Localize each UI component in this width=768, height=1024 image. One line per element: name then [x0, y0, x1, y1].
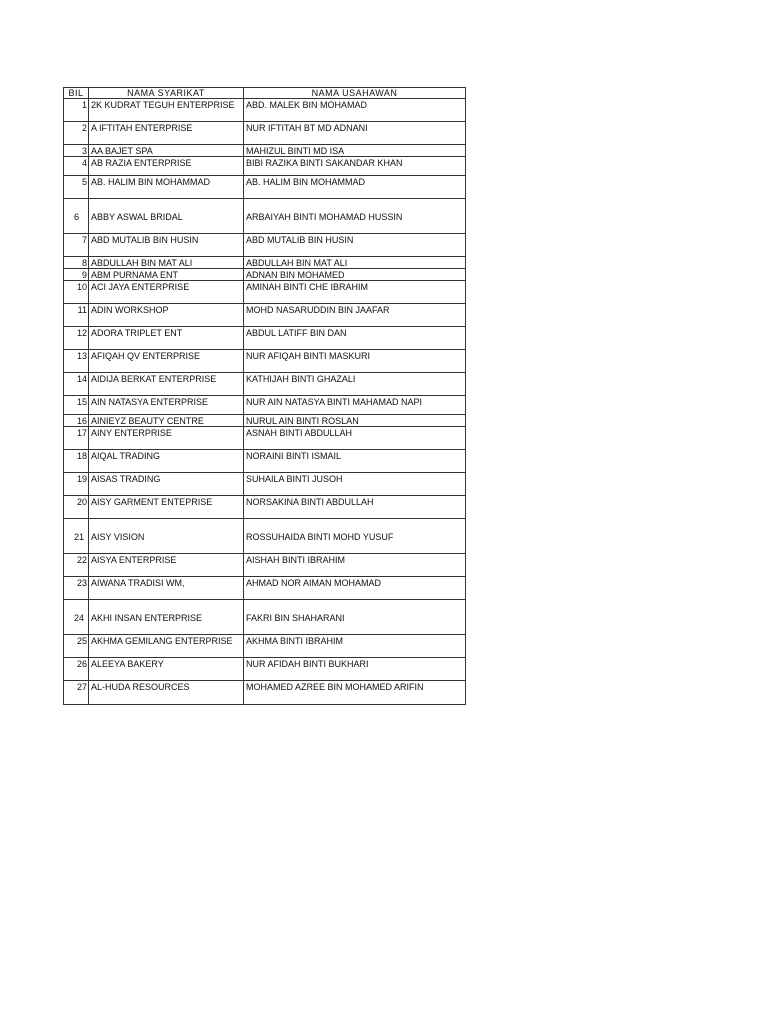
table-row [64, 519, 466, 554]
entrepreneur-name: NURUL AIN BINTI ROSLAN [244, 415, 466, 427]
company-name: ADIN WORKSHOP [89, 304, 244, 327]
company-name: ALEEYA BAKERY [89, 658, 244, 681]
table-row [64, 427, 466, 450]
entrepreneur-name: ABD. MALEK BIN MOHAMAD [244, 99, 466, 122]
table-row [64, 681, 466, 705]
company-name: AB RAZIA ENTERPRISE [89, 157, 244, 176]
row-number: 24 [64, 600, 89, 635]
company-name: AIQAL TRADING [89, 450, 244, 473]
row-number: 5 [64, 176, 89, 199]
company-name: AKHMA GEMILANG ENTERPRISE [89, 635, 244, 658]
entrepreneur-name: NORSAKINA BINTI ABDULLAH [244, 496, 466, 519]
entrepreneur-name: NUR IFTITAH BT MD ADNANI [244, 122, 466, 145]
table-row [64, 554, 466, 577]
company-name: AINIEYZ BEAUTY CENTRE [89, 415, 244, 427]
company-name: AISY VISION [89, 519, 244, 554]
row-number: 12 [64, 327, 89, 350]
company-name: AISAS TRADING [89, 473, 244, 496]
table-row [64, 257, 466, 269]
row-number: 7 [64, 234, 89, 257]
table-row [64, 473, 466, 496]
row-number: 25 [64, 635, 89, 658]
table-row [64, 658, 466, 681]
company-name: AKHI INSAN ENTERPRISE [89, 600, 244, 635]
header-nama-usahawan: NAMA USAHAWAN [244, 88, 466, 99]
table-row [64, 577, 466, 600]
entrepreneur-name: ABDULLAH BIN MAT ALI [244, 257, 466, 269]
table-row [64, 415, 466, 427]
company-name: ACI JAYA ENTERPRISE [89, 281, 244, 304]
entrepreneur-name: MOHAMED AZREE BIN MOHAMED ARIFIN [244, 681, 466, 705]
row-number: 27 [64, 681, 89, 705]
entrepreneur-name: ARBAIYAH BINTI MOHAMAD HUSSIN [244, 199, 466, 234]
table-row [64, 396, 466, 415]
entrepreneur-name: NORAINI BINTI ISMAIL [244, 450, 466, 473]
row-number: 16 [64, 415, 89, 427]
table-row [64, 350, 466, 373]
row-number: 15 [64, 396, 89, 415]
row-number: 13 [64, 350, 89, 373]
entrepreneur-name: NUR AFIDAH BINTI BUKHARI [244, 658, 466, 681]
company-name: ABBY ASWAL BRIDAL [89, 199, 244, 234]
row-number: 10 [64, 281, 89, 304]
entrepreneur-name: ABDUL LATIFF BIN DAN [244, 327, 466, 350]
row-number: 14 [64, 373, 89, 396]
company-name: AIWANA TRADISI WM, [89, 577, 244, 600]
entrepreneur-name: BIBI RAZIKA BINTI SAKANDAR KHAN [244, 157, 466, 176]
company-name: 2K KUDRAT TEGUH ENTERPRISE [89, 99, 244, 122]
entrepreneur-name: MOHD NASARUDDIN BIN JAAFAR [244, 304, 466, 327]
table-row [64, 176, 466, 199]
table-row [64, 304, 466, 327]
row-number: 22 [64, 554, 89, 577]
company-name: ABDULLAH BIN MAT ALI [89, 257, 244, 269]
entrepreneur-name: NUR AFIQAH BINTI MASKURI [244, 350, 466, 373]
entrepreneur-name: NUR AIN NATASYA BINTI MAHAMAD NAPI [244, 396, 466, 415]
table-row [64, 122, 466, 145]
table-body [64, 99, 466, 705]
row-number: 26 [64, 658, 89, 681]
company-name: A IFTITAH ENTERPRISE [89, 122, 244, 145]
entrepreneur-name: SUHAILA BINTI JUSOH [244, 473, 466, 496]
row-number: 20 [64, 496, 89, 519]
row-number: 23 [64, 577, 89, 600]
company-name: AL-HUDA RESOURCES [89, 681, 244, 705]
row-number: 1 [64, 99, 89, 122]
table-row [64, 635, 466, 658]
header-bil: BIL [64, 88, 89, 99]
table-row [64, 600, 466, 635]
table-row [64, 327, 466, 350]
header-nama-syarikat: NAMA SYARIKAT [89, 88, 244, 99]
company-name: ADORA TRIPLET ENT [89, 327, 244, 350]
company-name: ABM PURNAMA ENT [89, 269, 244, 281]
company-name: AB. HALIM BIN MOHAMMAD [89, 176, 244, 199]
row-number: 19 [64, 473, 89, 496]
entrepreneur-name: AB. HALIM BIN MOHAMMAD [244, 176, 466, 199]
table-row [64, 157, 466, 176]
row-number: 18 [64, 450, 89, 473]
company-name: AA BAJET SPA [89, 145, 244, 157]
entrepreneur-name: KATHIJAH BINTI GHAZALI [244, 373, 466, 396]
table-row [64, 450, 466, 473]
row-number: 2 [64, 122, 89, 145]
table-row [64, 199, 466, 234]
table-row [64, 281, 466, 304]
entrepreneur-name: AHMAD NOR AIMAN MOHAMAD [244, 577, 466, 600]
company-name: AISYA ENTERPRISE [89, 554, 244, 577]
row-number: 9 [64, 269, 89, 281]
company-name: AINY ENTERPRISE [89, 427, 244, 450]
table-header-row [64, 88, 466, 99]
table-row [64, 269, 466, 281]
table-row [64, 496, 466, 519]
table-row [64, 373, 466, 396]
table-row [64, 145, 466, 157]
row-number: 6 [64, 199, 89, 234]
row-number: 21 [64, 519, 89, 554]
company-name: AFIQAH QV ENTERPRISE [89, 350, 244, 373]
table-row [64, 234, 466, 257]
entrepreneur-name: AMINAH BINTI CHE IBRAHIM [244, 281, 466, 304]
entrepreneur-name: MAHIZUL BINTI MD ISA [244, 145, 466, 157]
company-name: AISY GARMENT ENTEPRISE [89, 496, 244, 519]
entrepreneur-name: FAKRI BIN SHAHARANI [244, 600, 466, 635]
company-name: ABD MUTALIB BIN HUSIN [89, 234, 244, 257]
entrepreneur-name: AISHAH BINTI IBRAHIM [244, 554, 466, 577]
entrepreneur-table [63, 87, 466, 705]
entrepreneur-name: ADNAN BIN MOHAMED [244, 269, 466, 281]
row-number: 3 [64, 145, 89, 157]
company-name: AIDIJA BERKAT ENTERPRISE [89, 373, 244, 396]
row-number: 4 [64, 157, 89, 176]
table-row [64, 99, 466, 122]
row-number: 11 [64, 304, 89, 327]
row-number: 17 [64, 427, 89, 450]
company-name: AIN NATASYA ENTERPRISE [89, 396, 244, 415]
entrepreneur-name: ROSSUHAIDA BINTI MOHD YUSUF [244, 519, 466, 554]
entrepreneur-name: ASNAH BINTI ABDULLAH [244, 427, 466, 450]
row-number: 8 [64, 257, 89, 269]
entrepreneur-name: ABD MUTALIB BIN HUSIN [244, 234, 466, 257]
entrepreneur-name: AKHMA BINTI IBRAHIM [244, 635, 466, 658]
